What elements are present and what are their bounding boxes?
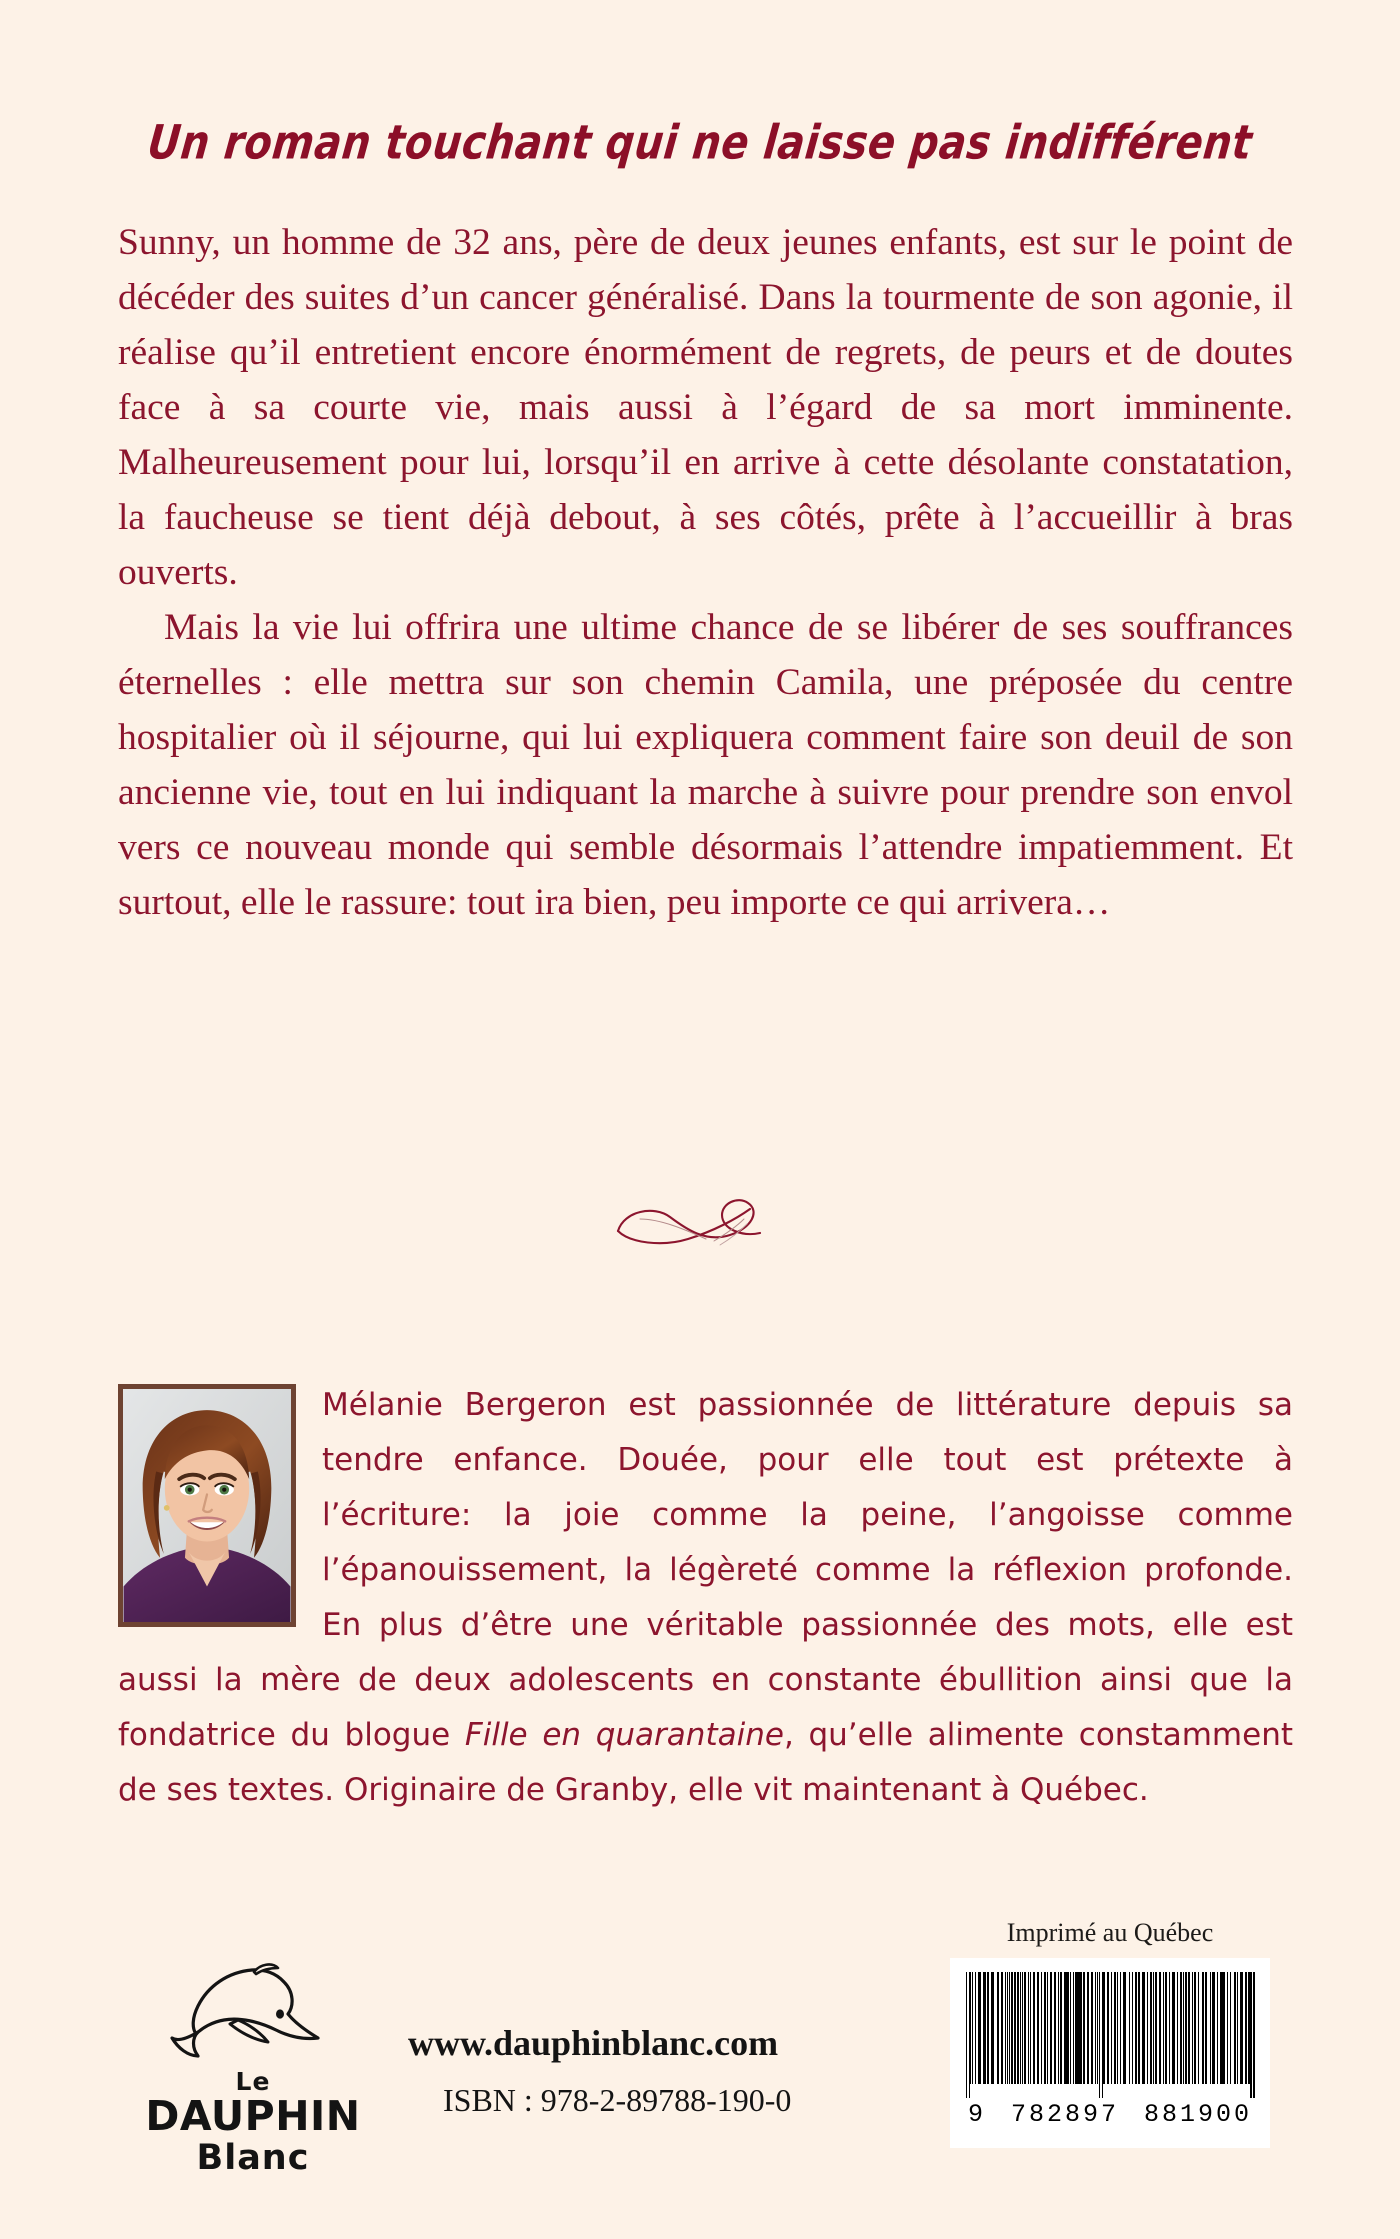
calligraphic-flourish-icon: [610, 1185, 790, 1260]
printed-in-label: Imprimé au Québec: [1006, 1918, 1214, 1947]
barcode-bars: [966, 1972, 1254, 2098]
publisher-logo[interactable]: [128, 1962, 378, 2176]
barcode-digits: [966, 2100, 1254, 2129]
blurb: [118, 215, 1293, 930]
barcode-group-1: 782897: [1010, 2100, 1119, 2129]
dolphin-icon: [128, 1962, 378, 2067]
author-portrait: [123, 1389, 291, 1622]
barcode-group-2: 881900: [1143, 2100, 1252, 2129]
blurb-paragraph-1: Sunny, un homme de 32 ans, père de deux jeunes enfants, est sur le point de décéder des suites d’un cancer généralisé. Dans la tourmente de son agonie, il réalise qu’il entretient encore énormément de regrets, de peurs et de doutes face à sa courte vie, mais aussi à l’égard de sa mort imminente. Malheureusement pour lui, lorsqu’il en arrive à cette désolante constatation, la faucheuse se tient déjà debout, à ses côtés, prête à l’accueillir à bras ouverts.: [118, 222, 1293, 593]
publisher-logo-line2: DAUPHIN: [145, 2092, 361, 2140]
blog-name: Fille en quarantaine: [464, 1717, 784, 1753]
barcode-digit-left: 9: [968, 2100, 987, 2129]
avatar: [118, 1384, 296, 1627]
page-title: Un roman touchant qui ne laisse pas indifférent: [145, 115, 1255, 171]
publisher-website[interactable]: www.dauphinblanc.com: [408, 2023, 779, 2063]
author-bio-text-part2: , qu’elle alimente constamment de ses textes. Originaire de Granby, elle vit maintenant à Québec.: [118, 1717, 1294, 1808]
publisher-logo-line3: Blanc: [196, 2138, 310, 2178]
author-bio: [118, 1378, 1293, 1818]
author-bio-text-part1: Mélanie Bergeron est passionnée de littérature depuis sa tendre enfance. Douée, pour elle tout est prétexte à l’écriture: la joie comme la peine, l’angoisse comme l’épanouissement, la légèreté comme la réflexion profonde. En plus d’être une véritable passionnée des mots, elle est aussi la mère de deux adolescents en constante ébullition ainsi que la fondatrice du blogue: [118, 1387, 1293, 1753]
blurb-paragraph-2: Mais la vie lui offrira une ultime chance de se libérer de ses souffrances éternelles : elle mettra sur son chemin Camila, une préposée du centre hospitalier où il séjourne, qui lui expliquera comment faire son deuil de son ancienne vie, tout en lui indiquant la marche à suivre pour prendre son envol vers ce nouveau monde qui semble désormais l’attendre impatiemment. Et surtout, elle le rassure: tout ira bien, peu importe ce qui arrivera…: [118, 607, 1293, 923]
ornament-divider: [0, 1185, 1400, 1260]
isbn-text: ISBN : 978-2-89788-190-0: [443, 2082, 792, 2118]
ean-barcode: [950, 1958, 1270, 2148]
publisher-logo-line1: Le: [235, 2067, 271, 2096]
